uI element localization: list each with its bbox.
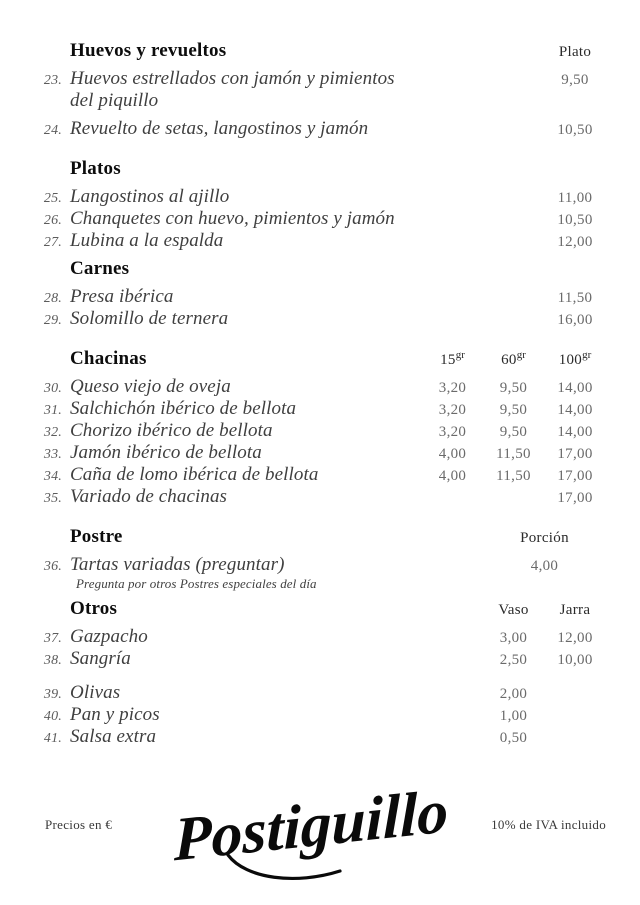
item-number: 31.	[43, 403, 62, 418]
footer-tax-note: 10% de IVA incluido	[491, 817, 606, 832]
item-price-100gr: 14,00	[557, 380, 593, 396]
item-price-15gr: 4,00	[438, 468, 467, 484]
item-name: Caña de lomo ibérica de bellota	[70, 464, 319, 485]
section-heading: Otros	[70, 598, 118, 619]
menu-item-23-continuation	[0, 90, 640, 112]
postre-note: Pregunta por otros Postres especiales del día	[76, 576, 317, 591]
menu-item-34	[0, 464, 640, 486]
item-number: 29.	[43, 313, 62, 328]
menu-item-41	[0, 726, 640, 748]
section-heading: Huevos y revueltos	[70, 40, 227, 61]
item-price-vaso: 3,00	[499, 630, 528, 646]
item-name: Queso viejo de oveja	[70, 376, 231, 397]
logo-wordmark-text: Postiguillo	[173, 777, 449, 875]
item-price-15gr: 3,20	[438, 380, 467, 396]
item-name: Solomillo de ternera	[70, 308, 229, 329]
item-name: Lubina a la espalda	[70, 230, 224, 251]
section-heading: Chacinas	[70, 348, 147, 369]
item-price-plato: 11,50	[557, 290, 593, 306]
section-heading: Carnes	[70, 258, 130, 279]
item-number: 38.	[43, 653, 62, 668]
item-name: Tartas variadas (preguntar)	[70, 554, 285, 575]
item-price-60gr: 9,50	[499, 402, 528, 418]
menu-item-40	[0, 704, 640, 726]
item-price-plato: 16,00	[557, 312, 593, 328]
column-header-vaso: Vaso	[498, 602, 529, 618]
item-number: 26.	[43, 213, 62, 228]
menu-item-25	[0, 186, 640, 208]
menu-item-26	[0, 208, 640, 230]
item-name: Pan y picos	[70, 704, 160, 725]
item-name: Huevos estrellados con jamón y pimientos	[70, 68, 395, 89]
section-header-huevos-y-revueltos	[0, 40, 640, 62]
item-price-vaso: 2,50	[499, 652, 528, 668]
item-number: 32.	[43, 425, 62, 440]
menu-item-32	[0, 420, 640, 442]
menu-item-39	[0, 682, 640, 704]
item-price-jarra: 12,00	[557, 630, 593, 646]
item-price-plato: 12,00	[557, 234, 593, 250]
menu-item-33	[0, 442, 640, 464]
item-number: 40.	[43, 709, 62, 724]
item-number: 33.	[43, 447, 62, 462]
item-name: Salchichón ibérico de bellota	[70, 398, 297, 419]
column-header-jarra: Jarra	[559, 602, 591, 618]
menu-item-24	[0, 118, 640, 140]
item-price-vaso: 0,50	[499, 730, 528, 746]
item-price-100gr: 17,00	[557, 446, 593, 462]
item-price-100gr: 17,00	[557, 490, 593, 506]
item-number: 24.	[43, 123, 62, 138]
item-price-60gr: 9,50	[499, 424, 528, 440]
item-price-15gr: 3,20	[438, 424, 467, 440]
section-header-postre	[0, 526, 640, 548]
item-name: Variado de chacinas	[70, 486, 228, 507]
menu-item-37	[0, 626, 640, 648]
logo-swash-underline	[228, 855, 340, 878]
item-name: Jamón ibérico de bellota	[70, 442, 262, 463]
item-name: Chorizo ibérico de bellota	[70, 420, 273, 441]
item-name: Chanquetes con huevo, pimientos y jamón	[70, 208, 395, 229]
item-number: 25.	[43, 191, 62, 206]
column-header-60gr: $60^{gr}$	[501, 349, 526, 368]
item-number: 35.	[43, 491, 62, 506]
item-number: 34.	[43, 469, 62, 484]
item-name: Langostinos al ajillo	[70, 186, 230, 207]
item-price-porcion: 4,00	[530, 558, 559, 574]
item-name: Sangría	[70, 648, 131, 669]
item-number: 28.	[43, 291, 62, 306]
menu-item-38	[0, 648, 640, 670]
item-price-15gr: 3,20	[438, 402, 467, 418]
menu-item-28	[0, 286, 640, 308]
section-header-platos	[0, 158, 640, 180]
item-price-vaso: 1,00	[499, 708, 528, 724]
item-number: 41.	[43, 731, 62, 746]
column-header-100gr: $100^{gr}$	[558, 349, 592, 368]
item-number: 30.	[43, 381, 62, 396]
item-price-plato: 9,50	[561, 72, 589, 88]
column-header-porcion: Porción	[520, 530, 569, 546]
item-price-100gr: 17,00	[557, 468, 593, 484]
footer-currency-note: Precios en €	[45, 817, 113, 832]
item-price-100gr: 14,00	[557, 424, 593, 440]
menu-item-35	[0, 486, 640, 508]
item-name: Revuelto de setas, langostinos y jamón	[70, 118, 369, 139]
menu-item-23	[0, 68, 640, 90]
item-name: Presa ibérica	[70, 286, 174, 307]
item-price-jarra: 10,00	[557, 652, 593, 668]
menu-item-31	[0, 398, 640, 420]
page-footer	[0, 775, 640, 905]
item-price-vaso: 2,00	[499, 686, 528, 702]
item-number: 39.	[43, 687, 62, 702]
section-header-chacinas	[0, 348, 640, 370]
item-name: Olivas	[70, 682, 121, 703]
item-price-60gr: 11,50	[496, 468, 531, 484]
item-price-plato: 11,00	[557, 190, 593, 206]
item-number: 37.	[43, 631, 62, 646]
menu-item-36	[0, 554, 640, 576]
item-number: 36.	[43, 559, 62, 574]
section-heading: Platos	[70, 158, 121, 179]
item-price-100gr: 14,00	[557, 402, 593, 418]
menu-item-27	[0, 230, 640, 252]
section-header-otros	[0, 598, 640, 620]
section-header-carnes	[0, 258, 640, 280]
postre-note-row	[0, 576, 640, 592]
item-price-60gr: 9,50	[499, 380, 528, 396]
item-number: 23.	[43, 73, 62, 88]
menu-item-30	[0, 376, 640, 398]
item-price-15gr: 4,00	[438, 446, 467, 462]
menu-item-29	[0, 308, 640, 330]
column-header-15gr: $15^{gr}$	[440, 349, 465, 368]
item-price-plato: 10,50	[557, 122, 593, 138]
item-number: 27.	[43, 235, 62, 250]
column-header-plato: Plato	[558, 44, 592, 60]
item-name-line2: del piquillo	[70, 90, 159, 111]
item-name: Gazpacho	[70, 626, 148, 647]
section-heading: Postre	[70, 526, 123, 547]
item-price-plato: 10,50	[557, 212, 593, 228]
item-price-60gr: 11,50	[496, 446, 531, 462]
item-name: Salsa extra	[70, 726, 157, 747]
